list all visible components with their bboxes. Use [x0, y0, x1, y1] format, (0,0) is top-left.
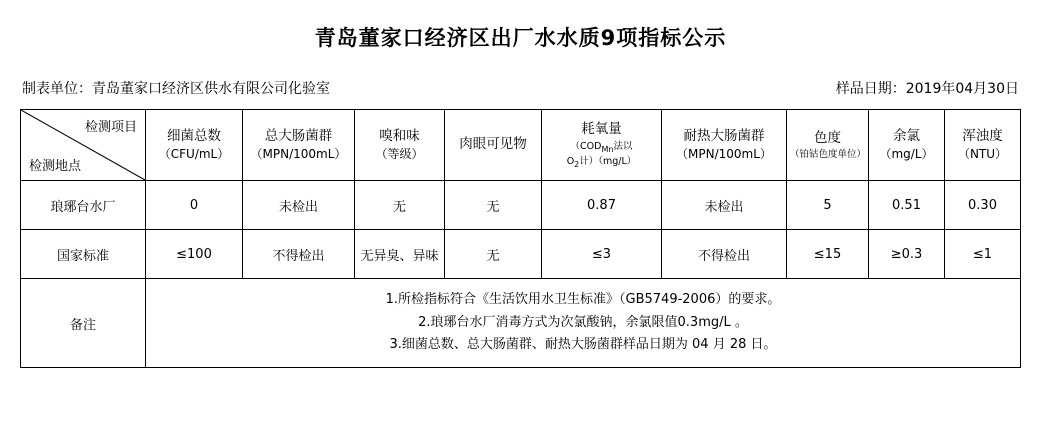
column-header-name: 嗅和味: [379, 127, 420, 144]
column-header-name: 细菌总数: [167, 127, 221, 144]
column-header-chroma: [787, 110, 869, 181]
cell-visible-matter: 无: [445, 181, 542, 230]
remark-line-3: 3.细菌总数、总大肠菌群、耐热大肠菌群样品日期为 04 月 28 日。: [389, 337, 777, 353]
row-label-national-standard: 国家标准: [21, 230, 146, 279]
column-header-unit: （MPN/100mL）: [676, 147, 772, 162]
water-quality-table: [20, 109, 1021, 368]
document-page: [0, 22, 1041, 431]
column-header-unit: （mg/L）: [879, 147, 934, 162]
corner-header-cell: [21, 110, 146, 181]
cell-oxygen-consumption: 0.87: [542, 181, 662, 230]
column-header-name: 余氯: [893, 127, 920, 144]
remark-row: [21, 279, 1021, 368]
column-header-odor-taste: [355, 110, 445, 181]
corner-header-item-label: 检测项目: [84, 120, 137, 135]
cell-total-coliform: 未检出: [243, 181, 355, 230]
column-header-unit: （NTU）: [957, 147, 1008, 162]
column-header-name: 肉眼可见物: [459, 136, 527, 153]
cell-thermotolerant-coliform: 不得检出: [662, 230, 787, 279]
cell-turbidity: 0.30: [945, 181, 1021, 230]
cell-oxygen-consumption: ≤3: [542, 230, 662, 279]
cell-chroma: 5: [787, 181, 869, 230]
column-header-thermotolerant-coliform: [662, 110, 787, 181]
remark-label: 备注: [21, 279, 146, 368]
column-header-unit: （等级）: [375, 147, 424, 162]
remark-body: [146, 279, 1021, 368]
cell-total-coliform: 不得检出: [243, 230, 355, 279]
column-header-oxygen-consumption: [542, 110, 662, 181]
remark-line-2: 2.琅琊台水厂消毒方式为次氯酸钠，余氯限值0.3mg/L 。: [418, 314, 748, 330]
column-header-name: 浑浊度: [962, 127, 1003, 144]
meta-row: [0, 78, 1041, 98]
remark-line-1: 1.所检指标符合《生活饮用水卫生标准》（GB5749-2006）的要求。: [385, 291, 781, 307]
column-header-visible-matter: [445, 110, 542, 181]
table-row: [21, 181, 1021, 230]
column-header-name: 总大肠菌群: [264, 127, 333, 144]
column-header-bacteria-count: [146, 110, 243, 181]
column-header-unit: （$COD_{Mn}$法以 $O_2$计）（mg/L）: [566, 140, 637, 169]
corner-header-location-label: 检测地点: [29, 159, 82, 174]
cell-odor-taste: 无异臭、异味: [355, 230, 445, 279]
cell-bacteria-count: 0: [146, 181, 243, 230]
table-row: [21, 230, 1021, 279]
cell-thermotolerant-coliform: 未检出: [662, 181, 787, 230]
cell-turbidity: ≤1: [945, 230, 1021, 279]
table-header-row: [21, 110, 1021, 181]
sample-date-label: 样品日期：2019年04月30日: [835, 81, 1019, 97]
column-header-name: 色度: [814, 129, 841, 146]
column-header-turbidity: [945, 110, 1021, 181]
column-header-unit: （铂钴色度单位）: [790, 149, 867, 161]
cell-visible-matter: 无: [445, 230, 542, 279]
column-header-unit: （CFU/mL）: [158, 147, 230, 162]
column-header-name: 耐热大肠菌群: [683, 127, 765, 144]
cell-bacteria-count: ≤100: [146, 230, 243, 279]
column-header-residual-chlorine: [869, 110, 945, 181]
cell-residual-chlorine: 0.51: [869, 181, 945, 230]
row-label-plant: 琅琊台水厂: [21, 181, 146, 230]
cell-chroma: ≤15: [787, 230, 869, 279]
column-header-unit: （MPN/100mL）: [250, 147, 347, 162]
cell-odor-taste: 无: [355, 181, 445, 230]
cell-residual-chlorine: ≥0.3: [869, 230, 945, 279]
page-title: 青岛董家口经济区出厂水水质9项指标公示: [314, 26, 727, 50]
column-header-total-coliform: [243, 110, 355, 181]
column-header-name: 耗氧量: [581, 121, 622, 138]
maker-label: 制表单位：青岛董家口经济区供水有限公司化验室: [22, 81, 330, 97]
